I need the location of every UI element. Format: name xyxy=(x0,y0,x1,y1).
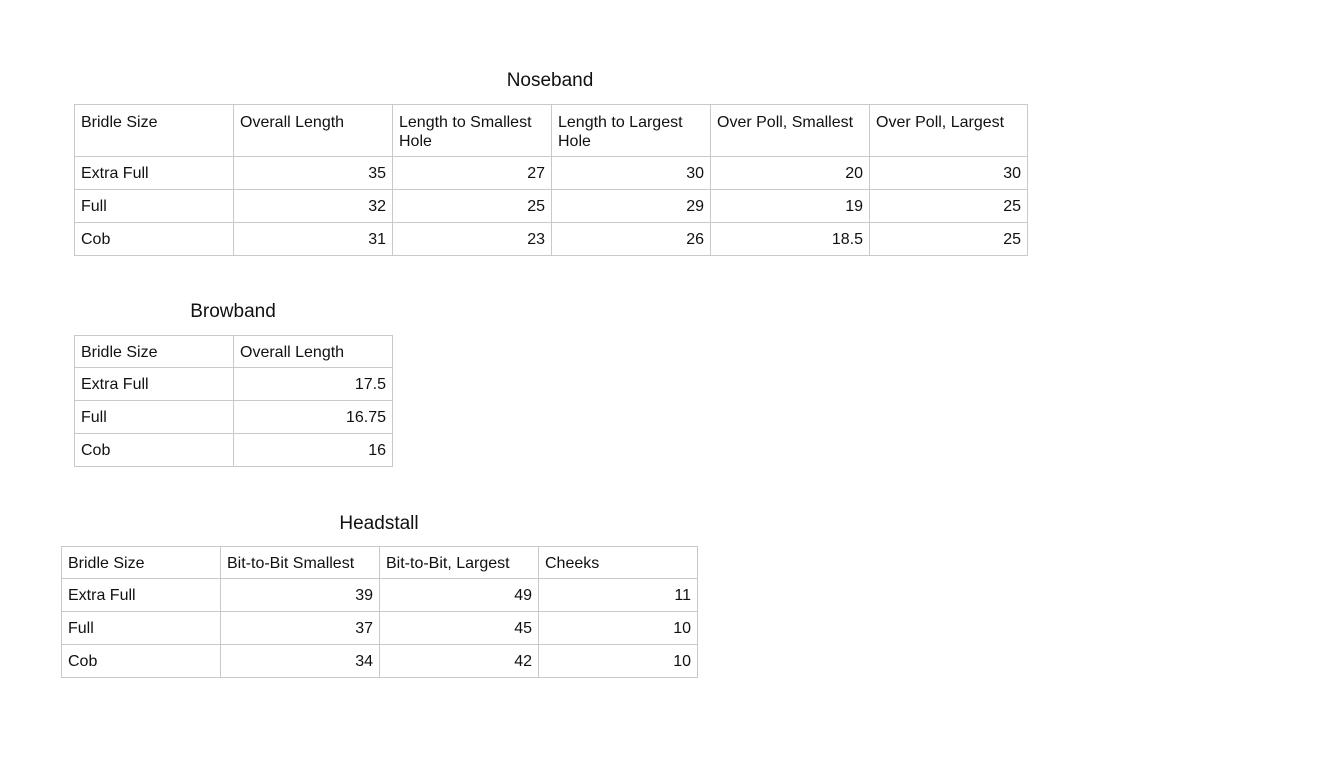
table-cell: 29 xyxy=(552,190,711,223)
browband-title: Browband xyxy=(190,301,276,322)
header-cell: Length to Smallest Hole xyxy=(393,105,552,157)
table-row xyxy=(75,401,393,434)
table-row xyxy=(75,190,1028,223)
row-label: Extra Full xyxy=(75,368,234,401)
headstall-title: Headstall xyxy=(339,513,419,534)
noseband-table xyxy=(74,104,1028,256)
table-row xyxy=(62,612,698,645)
table-cell: 17.5 xyxy=(234,368,393,401)
row-label: Cob xyxy=(62,645,221,678)
row-label: Extra Full xyxy=(75,157,234,190)
table-cell: 31 xyxy=(234,223,393,256)
row-label: Cob xyxy=(75,223,234,256)
table-cell: 49 xyxy=(380,579,539,612)
table-cell: 25 xyxy=(393,190,552,223)
table-cell: 20 xyxy=(711,157,870,190)
table-cell: 16.75 xyxy=(234,401,393,434)
table-header-row xyxy=(75,105,1028,157)
headstall-table xyxy=(61,546,698,678)
row-label: Full xyxy=(62,612,221,645)
header-cell: Bit-to-Bit, Largest xyxy=(380,547,539,579)
table-cell: 25 xyxy=(870,190,1028,223)
table-cell: 25 xyxy=(870,223,1028,256)
header-cell: Bit-to-Bit Smallest xyxy=(221,547,380,579)
header-cell: Cheeks xyxy=(539,547,698,579)
row-label: Extra Full xyxy=(62,579,221,612)
table-cell: 23 xyxy=(393,223,552,256)
table-cell: 10 xyxy=(539,612,698,645)
table-cell: 45 xyxy=(380,612,539,645)
header-cell: Overall Length xyxy=(234,336,393,368)
table-cell: 10 xyxy=(539,645,698,678)
header-cell: Over Poll, Largest xyxy=(870,105,1028,157)
table-cell: 30 xyxy=(870,157,1028,190)
table-cell: 26 xyxy=(552,223,711,256)
noseband-title: Noseband xyxy=(506,70,594,91)
table-cell: 19 xyxy=(711,190,870,223)
table-row xyxy=(75,157,1028,190)
header-cell: Bridle Size xyxy=(62,547,221,579)
table-row xyxy=(75,368,393,401)
table-cell: 30 xyxy=(552,157,711,190)
header-cell: Over Poll, Smallest xyxy=(711,105,870,157)
table-cell: 37 xyxy=(221,612,380,645)
row-label: Full xyxy=(75,190,234,223)
header-cell: Bridle Size xyxy=(75,105,234,157)
table-header-row xyxy=(62,547,698,579)
header-cell: Length to Largest Hole xyxy=(552,105,711,157)
row-label: Full xyxy=(75,401,234,434)
table-header-row xyxy=(75,336,393,368)
table-cell: 16 xyxy=(234,434,393,467)
table-cell: 35 xyxy=(234,157,393,190)
header-cell: Overall Length xyxy=(234,105,393,157)
header-cell: Bridle Size xyxy=(75,336,234,368)
table-cell: 32 xyxy=(234,190,393,223)
table-row xyxy=(75,223,1028,256)
table-cell: 42 xyxy=(380,645,539,678)
table-cell: 11 xyxy=(539,579,698,612)
row-label: Cob xyxy=(75,434,234,467)
table-cell: 34 xyxy=(221,645,380,678)
table-row xyxy=(62,645,698,678)
browband-table xyxy=(74,335,393,467)
table-cell: 39 xyxy=(221,579,380,612)
table-cell: 18.5 xyxy=(711,223,870,256)
table-row xyxy=(75,434,393,467)
table-row xyxy=(62,579,698,612)
table-cell: 27 xyxy=(393,157,552,190)
